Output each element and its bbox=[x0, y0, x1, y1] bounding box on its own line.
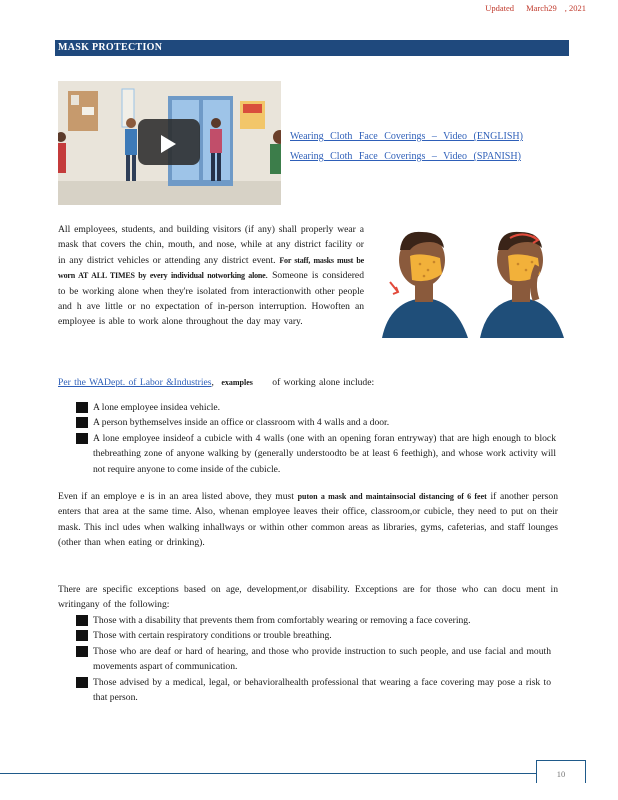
list-item: Those who are deaf or hard of hearing, and those who provide instruction to such people, and use facial and mouth movements aspart of communication. bbox=[76, 644, 551, 675]
list-item: A person bythemselves inside an office or classroom with 4 walls and a door. bbox=[76, 415, 556, 430]
list-item: A lone employee insidea vehicle. bbox=[76, 400, 556, 415]
mask-wearing-illustration bbox=[380, 220, 565, 338]
exceptions-intro: There are specific exceptions based on age, development,or disability. Exceptions are for those who can docu ment in writingany of the following: bbox=[58, 584, 558, 611]
section-title: MASK PROTECTION bbox=[55, 40, 569, 56]
lni-examples-intro: Per the WADept. of Labor &Industries, examples of working alone include: bbox=[58, 377, 375, 388]
video-link-spanish[interactable]: Wearing Cloth Face Coverings – Video (SPANISH) bbox=[290, 151, 521, 162]
list-item: Those with a disability that prevents them from comfortably wearing or removing a face covering. bbox=[76, 613, 551, 628]
play-icon[interactable] bbox=[161, 135, 176, 153]
working-alone-paragraph: All employees, students, and building visitors (if any) shall properly wear a mask that covers the chin, mouth, and nose, while at any district facility or in any district vehicles or attending any district event. For staff, masks must be worn AT ALL TIMES by every individual notworking alone. Someone is considered to be working alone when they're isolated from interactionwith other people and h ave little or no expectation of in-person interruption. Howoften an employee is able to work alone throughout the day may vary. bbox=[58, 224, 364, 328]
bullet-square-icon bbox=[76, 417, 88, 428]
bullet-square-icon bbox=[76, 630, 88, 641]
video-links bbox=[290, 131, 523, 171]
exceptions-list bbox=[76, 613, 551, 705]
video-thumbnail[interactable] bbox=[58, 81, 281, 205]
list-item: Those with certain respiratory conditions or trouble breathing. bbox=[76, 628, 551, 643]
mask-in-common-areas-paragraph: Even if an employe e is in an area listed above, they must puton a mask and maintainsocial distancing of 6 feet if another person enters that area at the same time. Also, whenan employee leaves their office, classroom,or cubicle, they need to put on their mask. This incl udes when walking inhallways or within other common areas as libraries, gyms, cafeterias, and staff lounges (other than when eating or drinking). bbox=[58, 491, 558, 549]
video-link-english[interactable]: Wearing Cloth Face Coverings – Video (ENGLISH) bbox=[290, 131, 523, 142]
bullet-square-icon bbox=[76, 615, 88, 626]
updated-date: Updated March29 , 2021 bbox=[485, 3, 586, 13]
list-item: Those advised by a medical, legal, or behavioralhealth professional that wearing a face covering may pose a risk to that person. bbox=[76, 675, 551, 706]
list-item: A lone employee insideof a cubicle with 4 walls (one with an opening foran entryway) that are high enough to block thebreathing zone of anyone walking by (generally understoodto be at least 6 feethigh), and whose work activity will not require anyone to come inside of the cubicle. bbox=[76, 431, 556, 477]
bullet-square-icon bbox=[76, 677, 88, 688]
bullet-square-icon bbox=[76, 433, 88, 444]
bullet-square-icon bbox=[76, 646, 88, 657]
bullet-square-icon bbox=[76, 402, 88, 413]
working-alone-examples-list bbox=[76, 400, 556, 477]
lni-link[interactable]: Per the WADept. of Labor &Industries bbox=[58, 377, 212, 388]
page-number: 10 bbox=[536, 760, 586, 783]
footer-rule bbox=[0, 773, 585, 774]
